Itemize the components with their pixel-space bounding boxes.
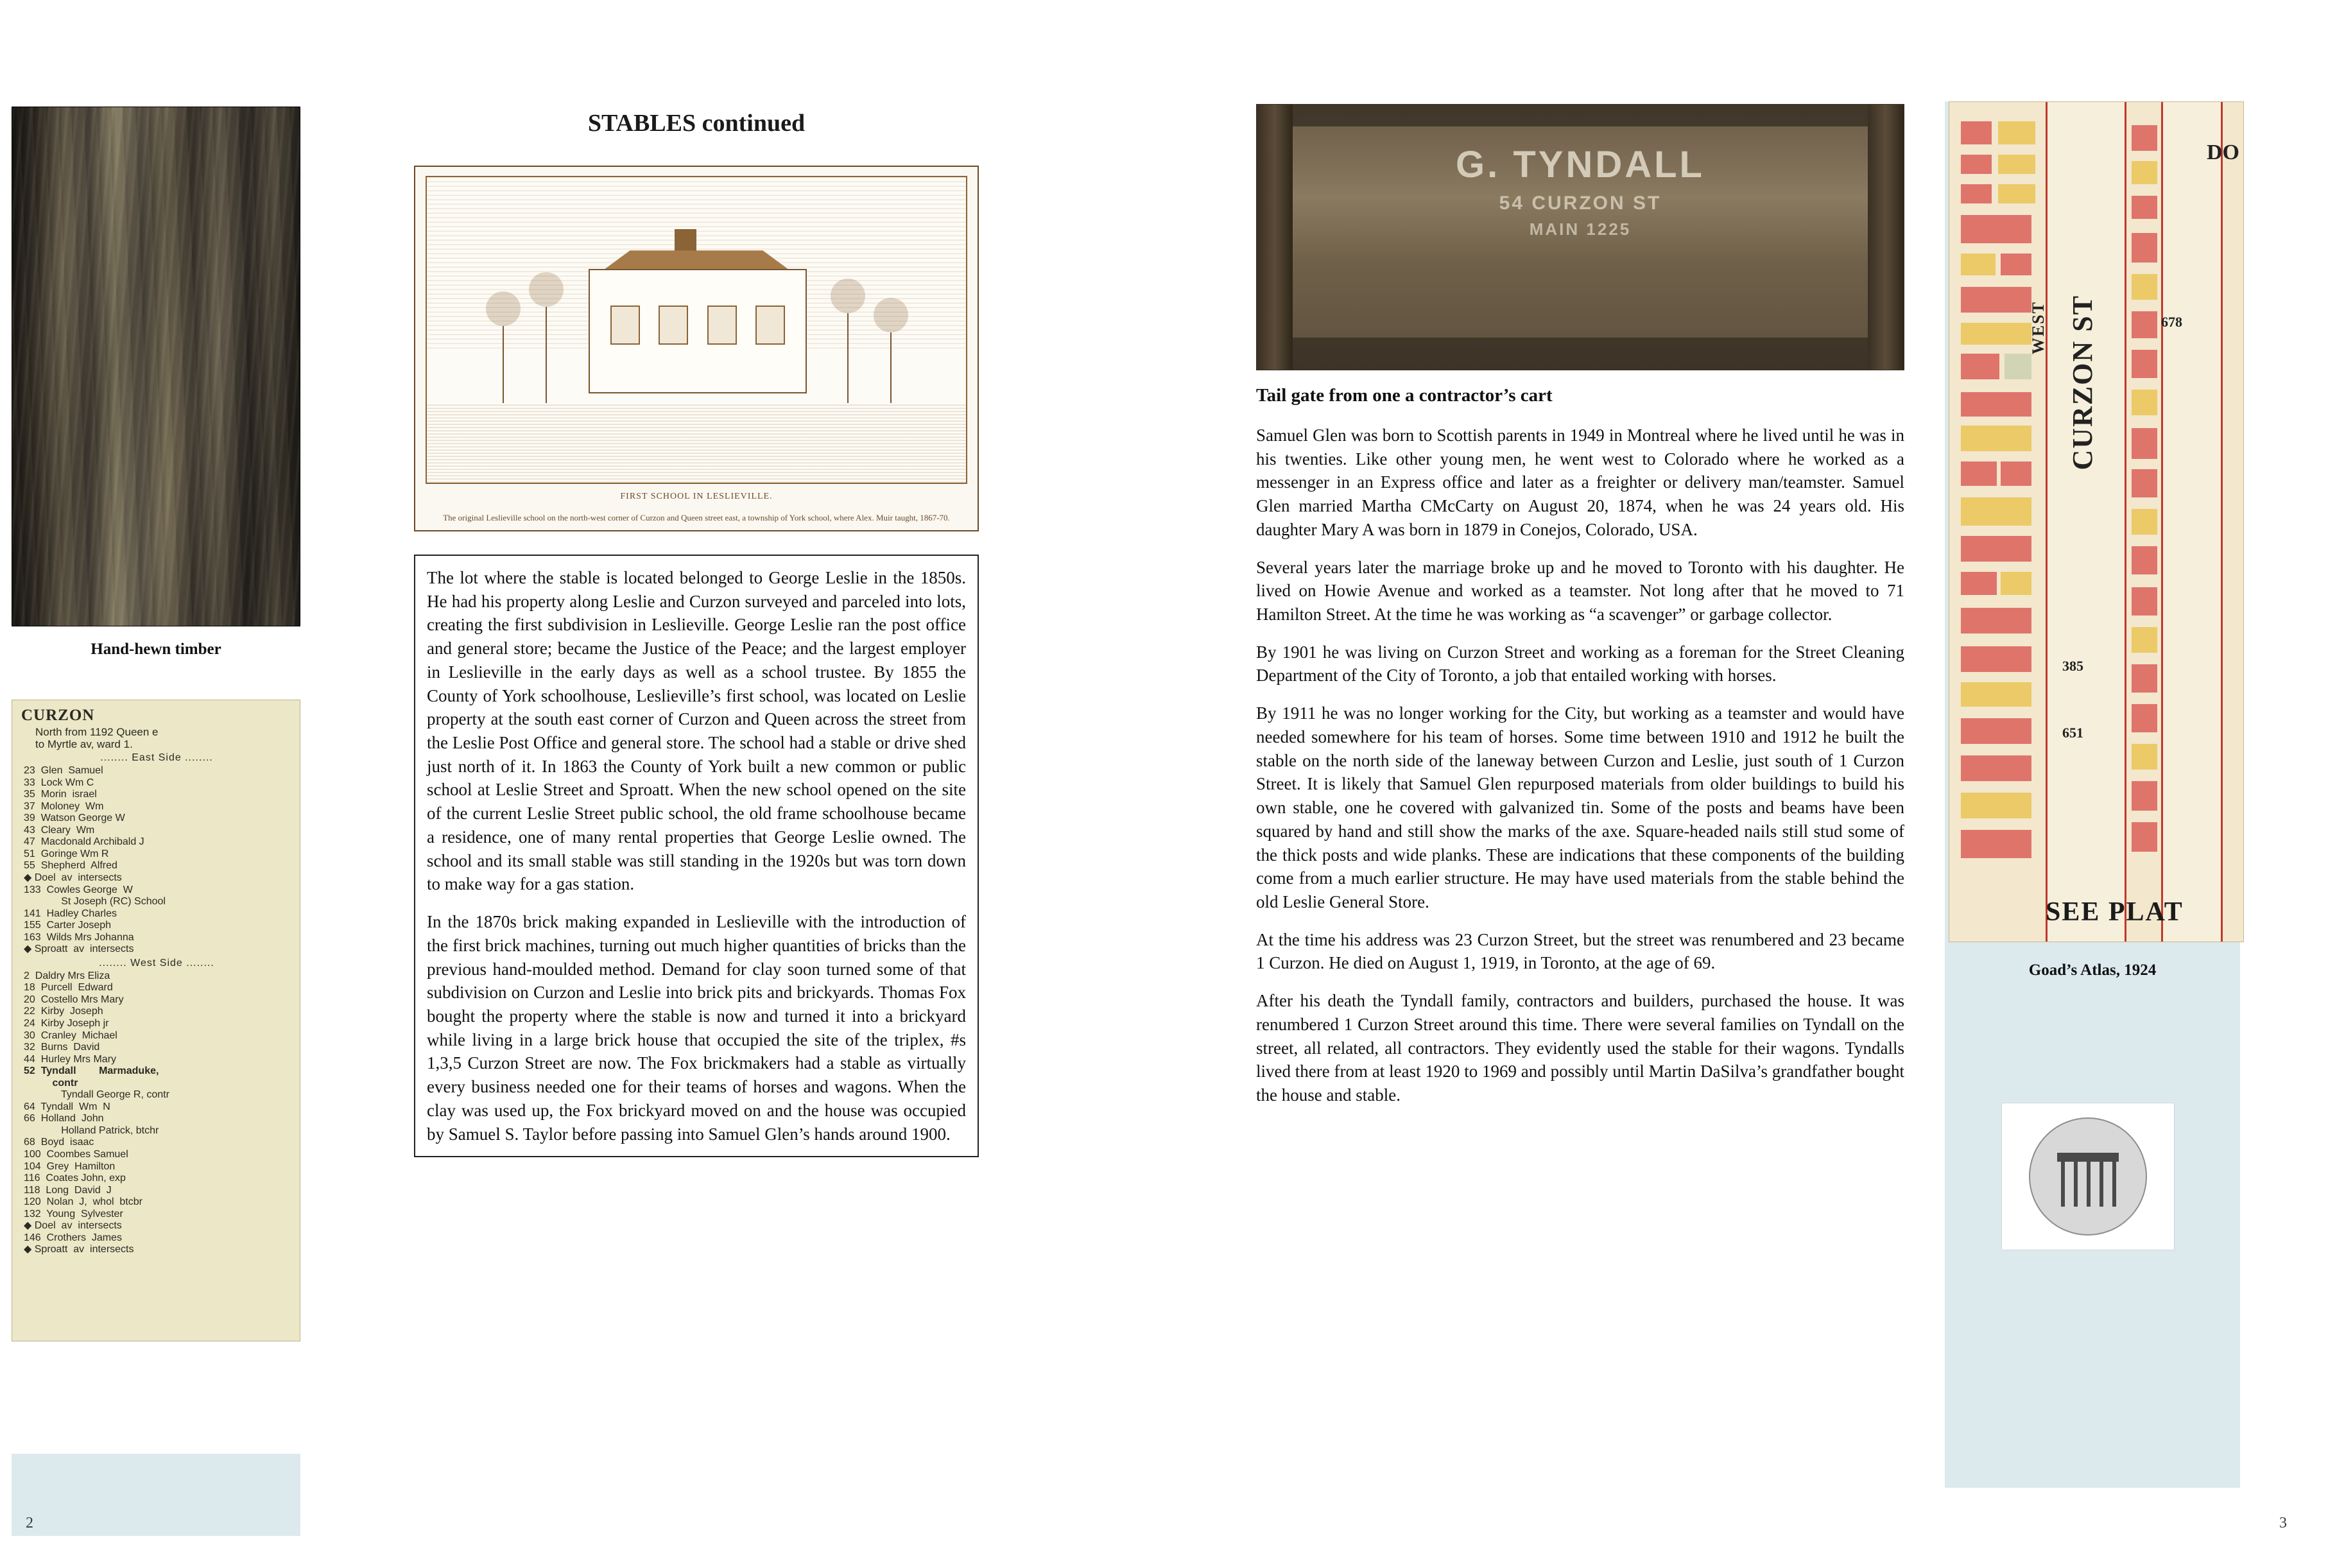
map-parcel	[2132, 125, 2157, 151]
map-parcel	[1961, 426, 2031, 451]
map-parcel	[2132, 744, 2157, 770]
map-parcel	[2132, 311, 2157, 338]
page-number-left: 2	[26, 1515, 33, 1531]
paragraph: At the time his address was 23 Curzon Street, but the street was renumbered and 23 became 1 Curzon. He died on August 1, 1919, in Toronto, at the age of 69.	[1256, 929, 1904, 973]
stencil-line-2: 54 CURZON ST	[1499, 193, 1662, 214]
map-parcel	[1961, 572, 1997, 595]
map-parcel	[2132, 161, 2157, 184]
directory-entry: 66 Holland John	[24, 1113, 104, 1124]
right-page	[1117, 0, 2328, 1568]
directory-entry: 39 Watson George W	[24, 813, 125, 824]
map-label-curzon-street: CURZON ST	[2067, 295, 2098, 470]
map-parcel	[2132, 469, 2157, 497]
paragraph: Samuel Glen was born to Scottish parents in 1949 in Montreal where he lived until he was in his twenties. Like other young men, he went west to Colorado where he worked as a messenger in an Express office and later as a freighter or delivery man/teamster. Samuel Glen married Martha CMcCarty on August 20, 1874, when he was 24 years old. His daughter Mary A was born in 1879 in Conejos, Colorado, USA.	[1256, 426, 1904, 539]
directory-entry: Holland Patrick, btchr	[47, 1124, 159, 1136]
stencil-line-3: MAIN 1225	[1529, 220, 1632, 239]
hand-hewn-timber-photo	[12, 107, 300, 626]
directory-entry: 64 Tyndall Wm N	[24, 1101, 110, 1112]
hand-hewn-timber-caption: Hand-hewn timber	[91, 641, 221, 658]
tailgate-stencil-text	[1257, 143, 1904, 239]
map-parcel	[1961, 323, 2031, 345]
map-parcel	[2132, 233, 2157, 263]
map-plot-number: 678	[2161, 314, 2182, 330]
paragraph: By 1911 he was no longer working for the City, but working as a teamster and would have needed somewhere for his team of horses. Some time between 1910 and 1912 he built the stable on the north side of the laneway between Curzon and Leslie, just south of 1 Curzon Street. It is likely that Samuel Glen repurposed materials from older buildings to build his own stable, one he covered with galvanized tin. Some of the posts and beams have been squared by hand and still show the marks of the axe. Square-headed nails still stud some of the thick posts and wide planks. These are indications that these components of the building come from a much earlier structure. He may have used materials from the stable behind the old Leslie General Store.	[1256, 703, 1904, 911]
engraving-window	[659, 306, 688, 345]
directory-entry: 20 Costello Mrs Mary	[24, 994, 124, 1005]
map-parcel	[1961, 155, 1992, 174]
tailgate-bottom-band	[1257, 338, 1904, 370]
map-parcel	[1961, 646, 2031, 672]
atlas-side-panel	[1945, 101, 2240, 1488]
map-parcel	[2132, 350, 2157, 378]
directory-entry: 163 Wilds Mrs Johanna	[24, 931, 134, 943]
directory-subtitle-2: to Myrtle av, ward 1.	[35, 738, 133, 751]
left-page-text-column	[414, 109, 979, 1157]
map-parcel	[1961, 536, 2031, 562]
directory-entry: 47 Macdonald Archibald J	[24, 836, 144, 848]
engraving-tree	[546, 307, 547, 403]
map-parcel	[1998, 155, 2035, 174]
map-parcel	[1961, 354, 1999, 379]
directory-east-side-header: ........ East Side ........	[100, 752, 213, 764]
directory-entry: 37 Moloney Wm	[24, 800, 104, 812]
seal-emblem	[2057, 1153, 2119, 1207]
directory-entry: 30 Cranley Michael	[24, 1030, 117, 1041]
map-parcel	[1961, 682, 2031, 707]
right-page-text-column	[1256, 424, 1904, 1107]
map-parcel	[2001, 572, 2031, 595]
directory-entry: 104 Grey Hamilton	[24, 1160, 116, 1172]
page-title: STABLES continued	[587, 110, 806, 137]
map-parcel	[1961, 254, 1996, 275]
engraving-frame	[426, 176, 967, 484]
map-see-plate-label: SEE PLAT	[2046, 897, 2184, 927]
directory-entry: 51 Goringe Wm R	[24, 848, 109, 859]
directory-entry: 44 Hurley Mrs Mary	[24, 1053, 117, 1065]
directory-entry: 141 Hadley Charles	[24, 908, 117, 919]
map-plot-number: 651	[2062, 725, 2083, 741]
city-directory-scan	[12, 700, 300, 1341]
paragraph: The lot where the stable is located belonged to George Leslie in the 1850s. He had his property along Leslie and Curzon surveyed and parceled into lots, creating the first subdivision in Leslieville. George Leslie ran the post office and general store; became the Justice of the Peace; and the largest employer in Leslieville in the early days as well as a school trustee. By 1855 the County of York schoolhouse, Leslieville’s first school, was located on Leslie property at the south east corner of Curzon and Queen across the street from the Leslie Post Office and general store. The school had a stable or drive shed just north of it. In 1863 the County of York built a new common or public school at Leslie Street and Sproatt. When the new school opened on the site of the current Leslie Street public school, the old frame schoolhouse became a residence, one of many rental properties that George Leslie owned. The school and its small stable was still standing in the 1920s but was torn down to make way for a gas station.	[427, 568, 966, 894]
map-parcel	[1961, 755, 2031, 781]
directory-entry: 35 Morin israel	[24, 789, 97, 800]
directory-title: CURZON	[21, 707, 95, 724]
directory-entry: 68 Boyd isaac	[24, 1137, 94, 1148]
engraving-ground	[427, 403, 966, 483]
secondary-road	[2161, 102, 2223, 942]
map-parcel	[1961, 793, 2031, 818]
map-parcel	[1961, 392, 2031, 417]
directory-entry: 116 Coates John, exp	[24, 1173, 126, 1184]
map-parcel	[2132, 428, 2157, 459]
map-parcel	[2132, 822, 2157, 852]
engraving-tree	[890, 332, 892, 403]
directory-entry: 146 Crothers James	[24, 1232, 122, 1243]
map-parcel	[2132, 781, 2157, 811]
map-parcel	[2132, 546, 2157, 574]
map-parcel	[1998, 184, 2035, 203]
map-parcel	[1961, 121, 1992, 144]
directory-entry: 33 Lock Wm C	[24, 777, 94, 788]
map-parcel	[1961, 215, 2031, 243]
seal-image	[2001, 1103, 2175, 1250]
stencil-line-1: G. TYNDALL	[1456, 144, 1705, 185]
tailgate-top-band	[1257, 105, 1904, 126]
map-parcel	[2132, 274, 2157, 300]
directory-entry: ◆ Doel av intersects	[24, 1220, 122, 1232]
city-directory-block	[12, 700, 300, 1341]
directory-entry: 118 Long David J	[24, 1184, 112, 1196]
tailgate-photo	[1256, 104, 1904, 370]
directory-subtitle-1: North from 1192 Queen e	[35, 726, 159, 738]
curzon-street-road	[2046, 102, 2126, 942]
map-parcel	[2132, 196, 2157, 219]
directory-entry: ◆ Sproatt av intersects	[24, 943, 134, 955]
directory-entry: 120 Nolan J, whol btcbr	[24, 1196, 142, 1208]
directory-entry: ◆ Doel av intersects	[24, 872, 122, 883]
directory-entry: 55 Shepherd Alfred	[24, 860, 117, 872]
map-parcel	[2001, 461, 2031, 486]
tailgate-caption: Tail gate from one a contractor’s cart	[1256, 385, 1553, 406]
directory-entry: 22 Kirby Joseph	[24, 1006, 103, 1017]
directory-entry: 133 Cowles George W	[24, 884, 133, 895]
left-body-text-box	[414, 555, 979, 1157]
map-parcel	[2132, 509, 2157, 535]
left-page-footer-panel	[12, 1454, 300, 1536]
directory-entry: 32 Burns David	[24, 1042, 100, 1053]
left-image-column	[12, 107, 300, 659]
directory-entry: 100 Coombes Samuel	[24, 1149, 128, 1160]
map-parcel	[1961, 461, 1997, 486]
engraving-chimney	[675, 229, 696, 254]
engraving-window	[707, 306, 737, 345]
map-parcel	[1961, 287, 2031, 313]
map-parcel	[2001, 254, 2031, 275]
paragraph: By 1901 he was living on Curzon Street and working as a foreman for the Street Cleaning Department of the City of Toronto, a job that entailed working with horses.	[1256, 642, 1904, 685]
engraving-tree	[847, 313, 849, 403]
directory-west-side-header: ........ West Side ........	[99, 957, 214, 969]
map-parcel	[1961, 184, 1992, 203]
map-parcel	[2132, 704, 2157, 732]
left-page	[0, 0, 1117, 1568]
directory-entry: 18 Purcell Edward	[24, 982, 113, 994]
engraving-window	[610, 306, 640, 345]
map-label-west: WEST	[2029, 301, 2048, 355]
map-parcel	[1961, 608, 2031, 633]
directory-entry-tyndall: 52 Tyndall Marmaduke,	[24, 1065, 159, 1077]
map-parcel	[2132, 664, 2157, 693]
directory-entry: 23 Glen Samuel	[24, 765, 103, 777]
engraving-window	[755, 306, 785, 345]
directory-entry: 2 Daldry Mrs Eliza	[24, 970, 110, 981]
first-school-engraving	[414, 166, 979, 531]
directory-entry: 24 Kirby Joseph jr	[24, 1018, 109, 1029]
map-parcel	[2132, 587, 2157, 616]
map-parcel	[1961, 497, 2031, 526]
map-label-corner: DO	[2207, 141, 2239, 164]
map-parcel	[2005, 354, 2031, 379]
directory-entry: Tyndall George R, contr	[47, 1089, 169, 1101]
paragraph: In the 1870s brick making expanded in Leslieville with the introduction of the first brick machines, turning out much higher quantities of bricks than the previous hand-moulded method. Demand for clay soon turned some of that subdivision on Curzon and Leslie into brick pits and brickyards. Thomas Fox bought the property where the stable is now and turned it into a brickyard while living in a large brick house that occupied the site of the triplex, #s 1,3,5 Curzon Street are now. The Fox brickmakers had a stable as virtually every business needed one for their teams of horses and wagons. When the clay was used up, the Fox brickyard moved on and the house was occupied by Samuel S. Taylor before passing into Samuel Glen’s hands around 1900.	[427, 912, 966, 1144]
directory-entry: 43 Cleary Wm	[24, 824, 95, 836]
engraving-subcaption: FIRST SCHOOL IN LESLIEVILLE.	[620, 492, 773, 501]
map-parcel	[2132, 627, 2157, 653]
paragraph: Several years later the marriage broke up and he moved to Toronto with his daughter. He lived on Howie Avenue and worked as a teamster. Not long after that he moved to 71 Hamilton Street. At the time he was working as “a scavenger” or garbage collector.	[1256, 557, 1904, 625]
directory-entry: St Joseph (RC) School	[47, 896, 166, 908]
directory-entry: ◆ Sproatt av intersects	[24, 1244, 134, 1255]
directory-entry: 132 Young Sylvester	[24, 1208, 123, 1219]
directory-entry: 155 Carter Joseph	[24, 920, 112, 931]
paragraph: After his death the Tyndall family, contractors and builders, purchased the house. It was renumbered 1 Curzon Street around this time. There were several families on Tyndall on the street, all related, all contractors. They evidently used the stable for their wagons. Tyndalls lived there from at least 1920 to 1969 and possibly until Martin DaSilva’s grandfather bought the house and stable.	[1256, 991, 1904, 1105]
page-number-right: 3	[2279, 1515, 2287, 1531]
engraving-tree	[503, 326, 504, 403]
directory-entry: contr	[24, 1077, 78, 1089]
map-parcel	[1961, 718, 2031, 744]
goads-atlas-caption: Goad’s Atlas, 1924	[2028, 961, 2157, 979]
goads-atlas-map	[1949, 101, 2244, 942]
map-parcel	[2132, 390, 2157, 415]
map-parcel	[1961, 830, 2031, 858]
map-parcel	[1998, 121, 2035, 144]
engraving-description: The original Leslieville school on the north-west corner of Curzon and Queen street east, a township of York school, where Alex. Muir taught, 1867-70.	[443, 512, 950, 522]
map-plot-number: 385	[2062, 658, 2083, 674]
